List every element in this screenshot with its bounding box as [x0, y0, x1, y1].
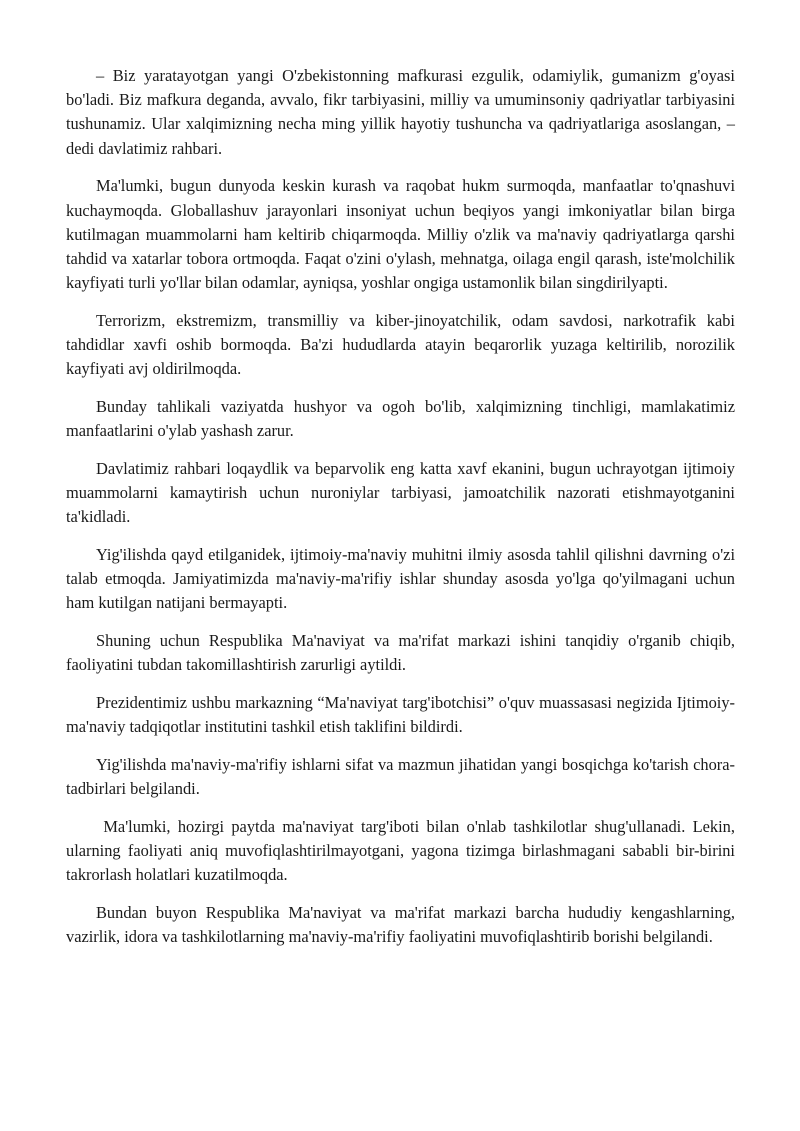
paragraph-2: Ma'lumki, bugun dunyoda keskin kurash va raqobat hukm surmoqda, manfaatlar to'qnashuvi kuchaymoqda. Globallashuv jarayonlari insoniyat uchun beqiyos yangi imkoniyatlar bilan birga kutilmagan muammolarni ham keltirib chiqarmoqda. Milliy o'zlik va ma'naviy qadriyatlarga qarshi tahdid va xatarlar tobora ortmoqda. Faqat o'zini o'ylash, mehnatga, oilaga engil qarash, iste'molchilik kayfiyati turli yo'llar bilan odamlar, ayniqsa, yoshlar ongiga ustamonlik bilan singdirilyapti.: [66, 176, 735, 293]
paragraph-11: Bundan buyon Respublika Ma'naviyat va ma'rifat markazi barcha hududiy kengashlarning, vazirlik, idora va tashkilotlarning ma'naviy-ma'rifiy faoliyatini muvofiqlashtirib borishi belgilandi.: [66, 902, 735, 947]
paragraph-8: Prezidentimiz ushbu markazning “Ma'naviyat targ'ibotchisi” o'quv muassasasi negizida Ijtimoiy-ma'naviy tadqiqotlar institutini tashkil etish taklifini bildirdi.: [66, 692, 735, 737]
document-page: [66, 64, 740, 963]
paragraph-6: Yig'ilishda qayd etilganidek, ijtimoiy-ma'naviy muhitni ilmiy asosda tahlil qilishni davrning o'zi talab etmoqda. Jamiyatimizda ma'naviy-ma'rifiy ishlar shunday asosda yo'lga qo'yilmagani uchun ham kutilgan natijani bermayapti.: [66, 544, 735, 613]
paragraph-10: Ma'lumki, hozirgi paytda ma'naviyat targ'iboti bilan o'nlab tashkilotlar shug'ullanadi. Lekin, ularning faoliyati aniq muvofiqlashtirilmayotgani, yagona tizimga birlashmagani sababli bir-birini takrorlash holatlari kuzatilmoqda.: [66, 816, 740, 885]
paragraph-5: Davlatimiz rahbari loqaydlik va beparvolik eng katta xavf ekanini, bugun uchrayotgan ijtimoiy muammolarni kamaytirish uchun nuroniylar tarbiyasi, jamoatchilik nazorati etishmayotganini ta'kidladi.: [66, 458, 735, 527]
paragraph-1: – Biz yaratayotgan yangi O'zbekistonning mafkurasi ezgulik, odamiylik, gumanizm g'oyasi bo'ladi. Biz mafkura deganda, avvalo, fikr tarbiyasini, milliy va umuminsoniy qadriyatlar tarbiyasini tushunamiz. Ular xalqimizning necha ming yillik hayotiy tushuncha va qadriyatlariga asoslangan, – dedi davlatimiz rahbari.: [66, 66, 735, 158]
paragraph-3: Terrorizm, ekstremizm, transmilliy va kiber-jinoyatchilik, odam savdosi, narkotrafik kabi tahdidlar xavfi oshib bormoqda. Ba'zi hududlarda atayin beqarorlik yuzaga keltirilib, norozilik kayfiyati avj oldirilmoqda.: [66, 310, 735, 379]
paragraph-4: Bunday tahlikali vaziyatda hushyor va ogoh bo'lib, xalqimizning tinchligi, mamlakatimiz manfaatlarini o'ylab yashash zarur.: [66, 396, 735, 441]
paragraph-7: Shuning uchun Respublika Ma'naviyat va ma'rifat markazi ishini tanqidiy o'rganib chiqib, faoliyatini tubdan takomillashtirish zarurligi aytildi.: [66, 631, 735, 675]
paragraph-9: Yig'ilishda ma'naviy-ma'rifiy ishlarni sifat va mazmun jihatidan yangi bosqichga ko'tarish chora-tadbirlari belgilandi.: [66, 754, 735, 799]
